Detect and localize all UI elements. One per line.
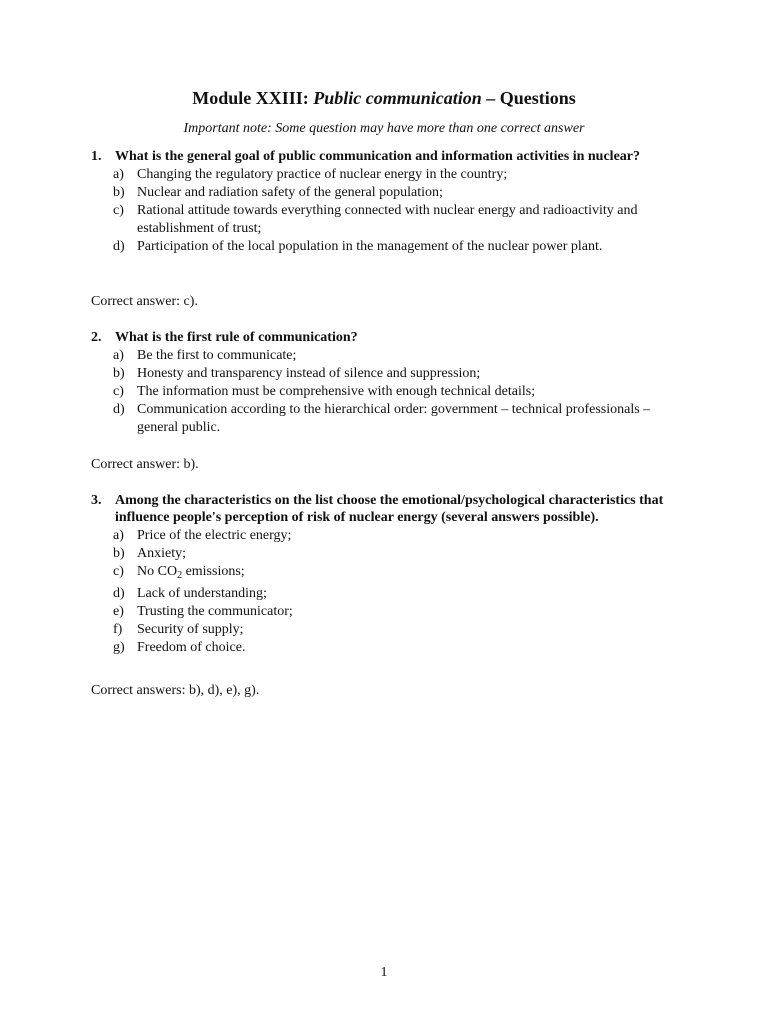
option-text-subscript: 2 — [177, 570, 183, 581]
option-text: Be the first to communicate; — [137, 348, 297, 363]
option-text: Communication according to the hierarchical order: government – technical professionals – general public. — [137, 402, 651, 435]
title-suffix: – Questions — [481, 88, 576, 108]
title-italic: Public communication — [313, 88, 482, 108]
option-text: Freedom of choice. — [137, 640, 246, 655]
option-text-pre: No CO — [137, 564, 178, 579]
question-text: Among the characteristics on the list choose the emotional/psychological characteristics that influence people's perception of risk of nuclear energy (several answers possible). — [115, 493, 664, 525]
option-c — [91, 563, 681, 585]
question-number: 1. — [91, 149, 102, 164]
option-letter: g) — [113, 640, 125, 655]
option-text: Trusting the communicator; — [137, 604, 293, 619]
option-letter: c) — [113, 203, 124, 218]
correct-answer-2: Correct answer: b). — [91, 457, 199, 472]
option-letter: f) — [113, 622, 123, 637]
option-text: Security of supply; — [137, 622, 244, 637]
option-letter: e) — [113, 604, 124, 619]
option-text — [137, 564, 245, 579]
option-text-post: emissions; — [182, 564, 245, 579]
option-text: Participation of the local population in the management of the nuclear power plant. — [137, 239, 603, 254]
option-a — [91, 347, 681, 365]
question-2-heading — [91, 329, 681, 346]
option-text: Honesty and transparency instead of silence and suppression; — [137, 366, 481, 381]
option-letter: b) — [113, 185, 125, 200]
page-title — [0, 87, 768, 109]
option-letter: a) — [113, 348, 124, 363]
option-letter: c) — [113, 564, 124, 579]
option-d — [91, 238, 681, 256]
option-letter: b) — [113, 366, 125, 381]
option-letter: d) — [113, 239, 125, 254]
question-number: 2. — [91, 330, 102, 345]
option-b — [91, 184, 681, 202]
option-text: Price of the electric energy; — [137, 528, 292, 543]
option-c — [91, 383, 681, 401]
option-letter: b) — [113, 546, 125, 561]
question-1 — [91, 148, 681, 256]
question-text: What is the first rule of communication? — [115, 330, 358, 345]
options-list — [91, 347, 681, 437]
option-letter: a) — [113, 167, 124, 182]
question-2 — [91, 329, 681, 437]
options-list — [91, 527, 681, 657]
option-c — [91, 202, 681, 238]
option-text: The information must be comprehensive with enough technical details; — [137, 384, 536, 399]
option-text: Changing the regulatory practice of nuclear energy in the country; — [137, 167, 508, 182]
option-f — [91, 621, 681, 639]
option-text: Anxiety; — [137, 546, 186, 561]
option-text: Nuclear and radiation safety of the general population; — [137, 185, 443, 200]
option-letter: a) — [113, 528, 124, 543]
option-text: Rational attitude towards everything connected with nuclear energy and radioactivity and establishment of trust; — [137, 203, 638, 236]
options-list — [91, 166, 681, 256]
option-letter: d) — [113, 402, 125, 417]
title-prefix: Module XXIII: — [192, 88, 314, 108]
page-number: 1 — [380, 965, 388, 980]
question-number: 3. — [91, 493, 102, 508]
correct-answer-1: Correct answer: c). — [91, 294, 198, 309]
option-b — [91, 365, 681, 383]
question-text: What is the general goal of public communication and information activities in nuclear? — [115, 149, 640, 164]
option-b — [91, 545, 681, 563]
option-d — [91, 401, 681, 437]
option-e — [91, 603, 681, 621]
question-1-heading — [91, 148, 681, 165]
option-letter: c) — [113, 384, 124, 399]
question-3-heading — [91, 492, 681, 526]
option-a — [91, 527, 681, 545]
option-text: Lack of understanding; — [137, 586, 267, 601]
option-g — [91, 639, 681, 657]
question-3 — [91, 492, 681, 657]
important-note: Important note: Some question may have more than one correct answer — [183, 121, 585, 136]
correct-answer-3: Correct answers: b), d), e), g). — [91, 683, 260, 698]
option-d — [91, 585, 681, 603]
option-letter: d) — [113, 586, 125, 601]
option-a — [91, 166, 681, 184]
